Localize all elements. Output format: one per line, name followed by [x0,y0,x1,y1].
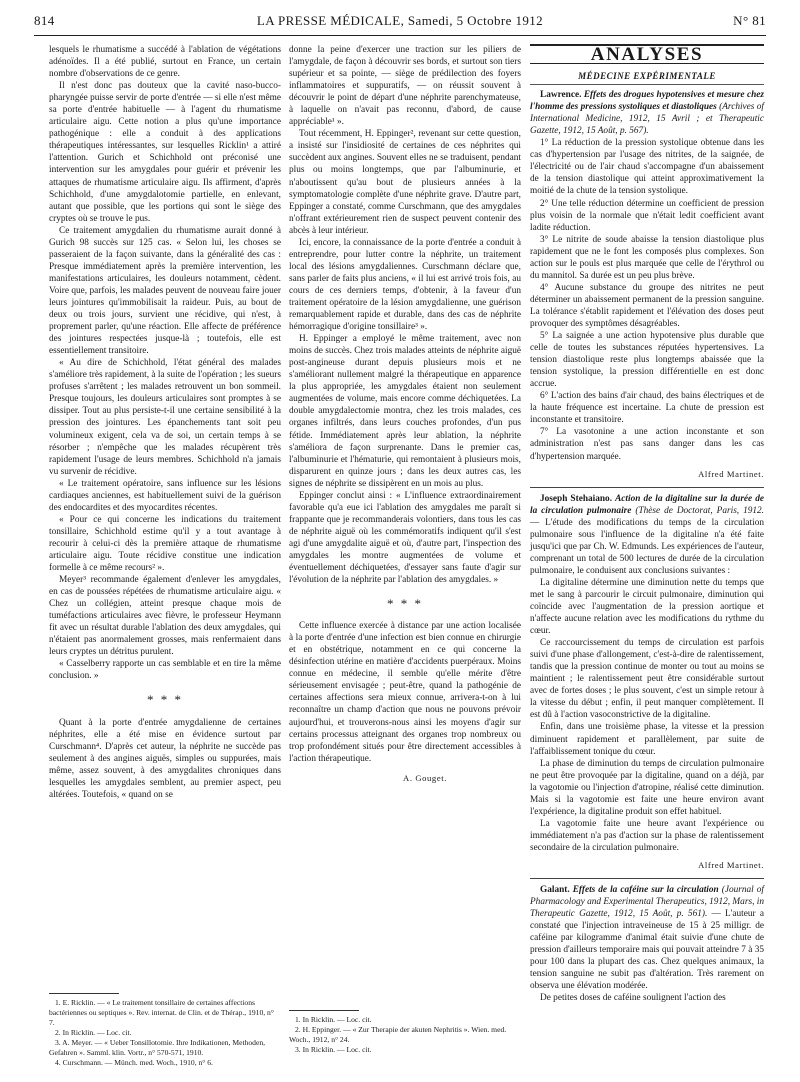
article-heading [530,89,764,137]
footnotes-left [49,993,281,1068]
paragraph: « Casselberry rapporte un cas semblable et en tire la même conclusion. » [49,659,281,682]
article-divider [530,487,764,488]
footnote: 1. E. Ricklin. — « Le traitement tonsillaire de certaines affections bactériennes ou septiques ». Rev. internat. de Clin. et de Thérap., 1910, n° 7. [49,998,274,1027]
paragraph: 6° L'action des bains d'air chaud, des bains électriques et de la haute fréquence est incertaine. La chute de pression est inconstante et transitoire. [530,391,764,426]
article-heading [530,884,764,992]
paragraph: La phase de diminution du temps de circulation pulmonaire ne peut être provoquée par la digitaline, quand on a déjà, par la vagotomie ou l'injection d'atropine, réalisé cette diminution. Mais si la vagotomie est faite une heure environ avant l'expérience, la digitaline produit son effet habituel. [530,758,764,817]
paragraph: La vagotomie faite une heure avant l'expérience ou immédiatement n'a pas d'action sur la phase de ralentissement secondaire de la circulation pulmonaire. [530,818,764,853]
paragraph: De petites doses de caféine soulignent l'action des [540,993,726,1004]
paragraph: Ici, encore, la connaissance de la porte d'entrée a conduit à entreprendre, pour lutter contre la néphrite, un traitement local des lésions amygdaliennes. Curschmann déclare que, sans parler de faits plus anciens, « il lui est arrivé trois fois, au cours de ces derniers temps, d'obtenir, à la faveur d'un traitement opératoire de la lésion amygdalienne, une guérison remarquablement rapide et durable, dans des cas de néphrite hémorragique d'origine tonsillaire³ ». [289,237,521,333]
article-title: Action de la digitaline sur la durée de la circulation pulmonaire [530,493,765,516]
running-header [34,9,766,33]
column-left [49,44,281,801]
article-reference: (Archives of International Medicine, 1912, 15 Avril ; et Therapeutic Gazette, 1912, 15 Août, p. 567). [530,102,764,137]
author-signature: Alfred Martinet. [698,860,764,870]
paragraph: Ce traitement amygdalien du rhumatisme aurait donné à Gurich 98 succès sur 125 cas. « Selon lui, les choses se passeraient de la façon suivante, dans la généralité des cas : Presque immédiatement après la première intervention, les manifestations articulaires, les douleurs notamment, cèdent. Voire que, parfois, les malades peuvent de nouveau faire jouer leurs jointures qu'immobilisait la raideur. Puis, au bout de deux ou trois jours, survient une récidive, qui n'est, à proprement parler, qu'une réaction. Elle affecte de préférence des jointures respectées jusque-là ; toutefois, elle est essentiellement transitoire. [49,225,281,357]
issue-number: N° 81 [733,13,766,28]
paragraph: 4° Aucune substance du groupe des nitrites ne peut déterminer un abaissement permanent de la pression sanguine. La tolérance s'établit rapidement et l'élévation des doses peut provoquer des symptômes désagréables. [530,282,764,329]
article-reference: (Thèse de Doctorat, Paris, 1912. [635,505,764,516]
footnote: 3. In Ricklin. — Loc. cit. [295,1045,372,1054]
article-reference: (Journal of Pharmacology and Experimental Therapeutics, 1912, Mars, in Therapeutic Gazette, 1912, 15 Août, p. 561). [530,885,764,920]
paragraph: 7° La vasotonine a une action inconstante et son administration n'est pas sans danger dans les cas d'hypertension marquée. [530,427,764,462]
paragraph: lesquels le rhumatisme a succédé à l'ablation de végétations adénoïdes. Il a été publié, surtout en France, un certain nombre d'observations de ce genre. [49,45,281,80]
paragraph: Il n'est donc pas douteux que la cavité naso-bucco-pharyngée puisse servir de porte d'entrée — si elle n'est même sa porte d'entrée habituelle — à l'agent du rhumatisme articulaire aigu. Cette notion a plus qu'une importance pathogénique : elle a conduit à des applications thérapeutiques intéressantes, sur lesquelles Ricklin¹ a attiré l'attention. Gurich et Schichhold ont préconisé une intervention sur les amygdales pour guérir et prévenir les attaques de rhumatisme articulaire aigu. Ils affirment, d'après Schichhold, d'une amygdalotomie partielle, en enlevant, autant que possible, que les portions qui sont le siège des cryptes où se trouve le pus. [49,81,281,224]
article-author: Galant. [540,885,570,896]
header-rule [34,35,766,36]
paragraph: 2° Une telle réduction détermine un coefficient de pression plus voisin de la normale que n'était ledit coefficient avant ladite réduction. [530,198,764,233]
footnote: 1. In Ricklin. — Loc. cit. [295,1015,372,1024]
journal-title: LA PRESSE MÉDICALE, Samedi, 5 Octobre 1912 [256,13,544,28]
paragraph: 1° La réduction de la pression systolique obtenue dans les cas d'hypertension par l'usage des nitrites, de la saignée, de l'électricité ou de l'air chaud s'accompagne d'un abaissement de la tension diastolique qui atteint approximativement la moitié de la chute de la tension systolique. [530,138,764,197]
footnote: 4. Curschmann. — Münch. med. Woch., 1910, n° 6. [55,1058,213,1067]
subsection-title: MÉDECINE EXPÉRIMENTALE [530,70,764,85]
author-signature: A. Gouget. [403,772,447,783]
section-title: ANALYSES [530,44,764,64]
paragraph: 5° La saignée a une action hypotensive plus durable que celle de toutes les substances réputées hypertensives. La tension diastolique reste plus longtemps abaissée que la tension systolique, la pression différentielle en est donc accrue. [530,331,764,390]
section-divider-stars: * * * [387,596,423,612]
article-title: Effets des drogues hypotensives et mesure chez l'homme des pressions systoliques et diastoliques [530,90,765,113]
article-title: Effets de la caféine sur la circulation [572,885,719,896]
article-intro: — L'étude des modifications du temps de la circulation pulmonaire sous l'influence de la digitaline n'a été faite jusqu'ici que par Ch. W. Edmunds. Les expériences de l'auteur, comprenant un total de 500 lectures de durée de la circulation pulmonaire, le conduisent aux conclusions suivantes : [530,517,764,576]
paragraph: H. Eppinger a employé le même traitement, avec non moins de succès. Chez trois malades atteints de néphrite aiguë post-angineuse durant depuis plusieurs mois et ne s'améliorant nullement malgré la thérapeutique en apparence la plus appropriée, les amygdales étaient non seulement augmentées de volume, mais encore comme déchiquetées. La double amygdalectomie montra, chez les trois malades, ces organes infiltrés, dans leurs couches profondes, d'un pus fétide. Immédiatement après leur ablation, la néphrite s'améliora de façon surprenante. Dans le premier cas, l'albuminurie et l'hématurie, qui remontaient à plusieurs mois, disparurent en quinze jours ; dans les deux autres cas, les signes de néphrite se dissipèrent en un mois au plus. [289,334,521,489]
paragraph: Cette influence exercée à distance par une action localisée à la porte d'entrée d'une infection est bien connue en chirurgie et en obstétrique, notamment en ce qui concerne la désinfection utérine en matière d'accidents puerpéraux. Moins connue en médecine, il semble qu'elle mérite d'être sérieusement envisagée ; peut-être, quand la pathogénie de certaines affections sera mieux connue, arrivera-t-on à lui reconnaître un champ d'action que nous ne pouvons prévoir aujourd'hui, et trouverons-nous ainsi les moyens d'agir sur certains processus atteignant des organes trop nombreux ou trop profondément situés pour être directement accessibles à l'action thérapeutique. [289,621,521,764]
paragraph: « Le traitement opératoire, sans influence sur les lésions cardiaques anciennes, est habituellement suivi de la guérison des endocardites et des myocardites récentes. [49,478,281,513]
page-number: 814 [34,13,55,28]
footnote: 3. A. Meyer. — « Ueber Tonsillotomie. Ihre Indikationen, Methoden, Gefahren ». Samml. klin. Vortr., n° 570-571, 1910. [49,1038,266,1057]
article-heading [530,493,764,577]
footnote: 2. In Ricklin. — Loc. cit. [55,1028,132,1037]
author-signature: Alfred Martinet. [698,468,764,479]
article-divider [530,878,764,879]
paragraph: Ce raccourcissement du temps de circulation est parfois suivi d'une phase d'allongement, c'est-à-dire de ralentissement, tandis que la pression continue de monter ou tout au moins se maintient ; le ralentissement peut être considérable surtout avec de fortes doses ; le plus souvent, c'est un simple retour à la vitesse du début ; enfin, il peut manquer complètement. Il est dû à l'action vasoconstrictive de la digitaline. [530,638,764,721]
paragraph: La digitaline détermine une diminution nette du temps que met le sang à parcourir le circuit pulmonaire, diminution qui coïncide avec l'augmentation de la pression aortique et n'affecte aucune relation avec les modifications du rythme du cœur. [530,577,764,637]
paragraph: Meyer³ recommande également d'enlever les amygdales, en cas de poussées répétées de rhumatisme articulaire aigu. « Chez un collégien, atteint presque chaque mois de tuméfactions articulaires avec fièvre, le professeur Heymann fit avec un résultat durable l'ablation des deux amygdales, qui n'étaient pas anormalement grosses, mais renfermaient dans leurs cryptes un détritus purulent. [49,575,281,658]
paragraph: Quant à la porte d'entrée amygdalienne de certaines néphrites, elle a été mise en évidence surtout par Curschmann⁴. D'après cet auteur, la néphrite ne succède pas seulement à des angines aiguës, simples ou suppurées, mais même, assez souvent, à des amygdalites chroniques dans lesquelles les amygdales semblent, au premier aspect, peu altérées. Toutefois, « quand on se [49,717,281,800]
footnote-rule [289,1010,359,1011]
paragraph: 3° Le nitrite de soude abaisse la tension diastolique plus rapidement que ne le font les composés plus complexes. Son action sur le pouls est plus marquée que celle de l'érythrol ou du mannitol. Sa durée est un peu plus brève. [530,234,764,281]
paragraph: Tout récemment, H. Eppinger², revenant sur cette question, a insisté sur l'insidiosité de certaines de ces néphrites qui succèdent aux angines. Souvent elles ne se traduisent, pendant plus ou moins longtemps, que par l'albuminurie, et n'aboutissent qu'au bout de plusieurs années à la symptomatologie complète d'une néphrite grave. D'autre part, Eppinger a constaté, comme Curschmann, que des amygdales n'offrant extérieurement rien de suspect peuvent contenir des abcès à leur intérieur. [289,129,521,236]
column-middle [289,44,521,784]
footnote-rule [49,993,119,994]
paragraph: Eppinger conclut ainsi : « L'influence extraordinairement favorable qu'a eue ici l'ablation des amygdales me paraît si frappante que je recommanderais volontiers, dans tous les cas de néphrite aiguë où les commémoratifs indiquent qu'il s'est agi d'une amygdalite aiguë et où, d'autre part, l'inspection des amygdales les montre augmentées de volume et éventuellement déchiquetées, d'essayer sans faute d'agir sur l'évolution de la néphrite par l'ablation des amygdales. » [289,490,521,586]
paragraph: « Pour ce qui concerne les indications du traitement tonsillaire, Schichhold estime qu'il y a tout avantage à recourir à celui-ci dès la première attaque de rhumatisme articulaire aigu. Toute récidive constitue une indication formelle à ce même recours² ». [49,514,281,574]
section-divider-stars: * * * [147,692,183,708]
footnotes-middle [289,1010,521,1055]
article-intro: — L'auteur a constaté que l'injection intraveineuse de 15 à 25 milligr. de caféine par kilogramme d'animal était suivie d'une chute de pression d'ailleurs temporaire mais qui pouvait atteindre 7 à 35 pour 100 dans la plupart des cas. Chez quelques animaux, la tension sanguine ne subit pas d'altération. Très rarement on observa une élévation modérée. [530,909,764,992]
paragraph: donne la peine d'exercer une traction sur les piliers de l'amygdale, de façon à découvrir ses bords, et surtout son tiers supérieur et sa pointe, — siège de prédilection des foyers inflammatoires et suppuratifs, — on réussit souvent à découvrir le point de départ d'une néphrite parenchymateuse, à laquelle on n'avait pas reconnu, d'abord, de cause appréciable¹ ». [289,45,521,128]
paragraph: Enfin, dans une troisième phase, la vitesse et la pression diminuent rapidement et parallèlement, par suite de l'affaiblissement tonique du cœur. [530,722,764,757]
article-author: Joseph Stehaiano. [540,493,613,504]
article-author: Lawrence. [540,90,582,101]
column-right-analyses [530,44,764,1005]
paragraph: « Au dire de Schichhold, l'état général des malades s'améliore très rapidement, à la suite de l'opération ; les sueurs profuses s'arrêtent ; les malades retrouvent un bon sommeil. Presque toujours, les douleurs articulaires sont promptes à se dissiper. Tout au plus persiste-t-il une certaine sensibilité à la pression des jointures. Les épanchements tant soit peu volumineux exigent, cela va de soi, un certain temps à se résorber ; n'empêche que les malades récupèrent très rapidement l'usage de leurs membres. Schichhold n'a jamais vu survenir de récidive. [49,358,281,477]
footnote: 2. H. Eppinger. — « Zur Therapie der akuten Nephritis ». Wien. med. Woch., 1912, n° 24. [289,1025,507,1044]
